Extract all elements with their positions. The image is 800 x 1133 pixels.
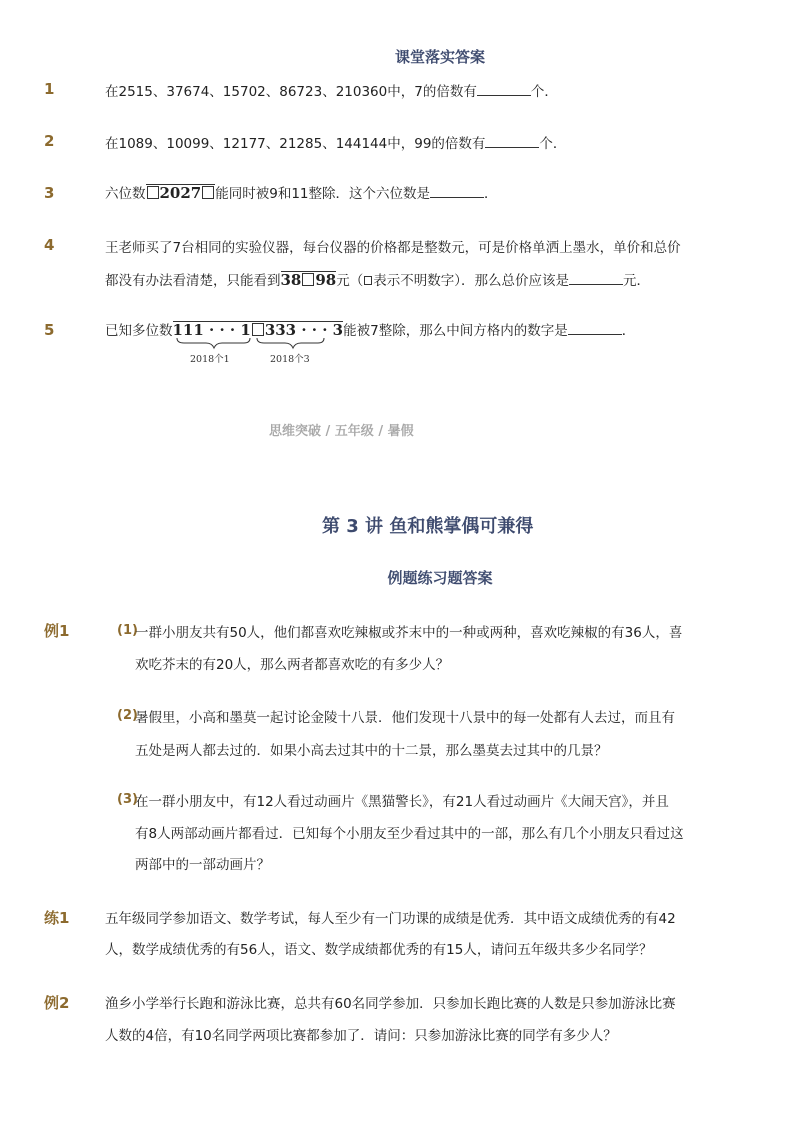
six-digit-number	[146, 184, 216, 202]
question-4-note: 表示不明数字）．那么总价应该是	[373, 273, 569, 289]
example-1-part-2-line-2: 五处是两人都去过的．如果小高去过其中的十二景，那么墨莫去过其中的几景？	[135, 743, 608, 759]
question-5-mid: 能被7整除，那么中间方格内的数字是	[343, 323, 568, 339]
example-2-line-1: 渔乡小学举行长跑和游泳比赛，总共有60名同学参加．只参加长跑比赛的人数是只参加游泳比赛	[105, 996, 676, 1012]
example-1-part-1-line-2: 欢吃芥末的有20人，那么两者都喜欢吃的有多少人？	[135, 657, 450, 673]
example-1-part-3-label: (3)	[117, 792, 138, 807]
question-5-pre: 已知多位数	[105, 323, 173, 339]
question-3-tail: ．	[484, 186, 498, 202]
question-number-4: 4	[44, 236, 55, 254]
practice-1-line-1: 五年级同学参加语文、数学考试，每人至少有一门功课的成绩是优秀．其中语文成绩优秀的有42	[105, 911, 676, 927]
known-digits: 2027	[159, 184, 202, 202]
question-1	[105, 80, 558, 100]
question-2	[105, 132, 566, 152]
brace-threes	[257, 338, 324, 348]
question-4-mid: 元（	[336, 273, 364, 289]
question-4-line-1: 王老师买了7台相同的实验仪器，每台仪器的价格都是整数元，可是价格单洒上墨水，单价和总价	[105, 240, 681, 256]
question-1-text: 在2515、37674、15702、86723、210360中，7的倍数有	[105, 84, 477, 100]
unknown-digit-box	[202, 186, 214, 199]
brace-label-threes: 2018个3	[270, 354, 310, 365]
example-2-tag: 例2	[44, 994, 70, 1012]
question-3-mid: 能同时被9和11整除．这个六位数是	[215, 186, 431, 202]
question-5-tail: ．	[621, 323, 636, 339]
question-3	[105, 182, 498, 202]
example-1-part-2-line-1: 暑假里，小高和墨莫一起讨论金陵十八景．他们发现十八景中的每一处都有人去过，而且有	[135, 710, 675, 726]
question-3-pre: 六位数	[105, 186, 146, 202]
answer-blank	[568, 322, 622, 335]
ones-part: 111 · · · 1	[172, 321, 251, 339]
answer-blank	[569, 272, 623, 285]
example-1-part-3-line-3: 两部中的一部动画片？	[135, 857, 270, 873]
question-number-3: 3	[44, 184, 55, 202]
section-title-answers: 课堂落实答案	[394, 48, 485, 66]
section-subtitle: 例题练习题答案	[387, 569, 493, 587]
answer-blank	[430, 185, 484, 198]
question-number-1: 1	[44, 80, 55, 98]
underbraces	[172, 336, 332, 350]
price-number	[281, 271, 337, 289]
page-footer: 思维突破 / 五年级 / 暑假	[269, 424, 414, 439]
question-2-text: 在1089、10099、12177、21285、144144中，99的倍数有	[105, 136, 486, 152]
lecture-title: 第 3 讲 鱼和熊掌偶可兼得	[322, 516, 534, 537]
example-1-part-1-label: (1)	[117, 623, 138, 638]
example-1-tag: 例1	[44, 622, 70, 640]
question-4-pre: 都没有办法看清楚，只能看到	[105, 273, 281, 289]
question-2-tail: 个．	[539, 136, 567, 152]
question-number-2: 2	[44, 132, 55, 150]
brace-ones	[177, 338, 250, 348]
question-4-tail: 元．	[623, 273, 650, 289]
example-2-line-2: 人数的4倍，有10名同学两项比赛都参加了．请问：只参加游泳比赛的同学有多少人？	[105, 1028, 617, 1044]
price-digits-right: 98	[315, 271, 337, 289]
answer-blank	[485, 135, 539, 148]
question-1-tail: 个．	[530, 84, 558, 100]
example-1-part-2-label: (2)	[117, 708, 138, 723]
example-1-part-3-line-2: 有8人两部动画片都看过．已知每个小朋友至少看过其中的一部，那么有几个小朋友只看过这	[135, 826, 684, 842]
unknown-digit-box	[147, 186, 159, 199]
example-1-part-1-line-1: 一群小朋友共有50人，他们都喜欢吃辣椒或芥末中的一种或两种，喜欢吃辣椒的有36人，喜	[135, 625, 683, 641]
example-1-part-3-line-1: 在一群小朋友中，有12人看过动画片《黑猫警长》，有21人看过动画片《大闹天宫》，并且	[135, 794, 669, 810]
price-digits-left: 38	[280, 271, 302, 289]
question-4-line-2	[105, 269, 650, 289]
question-number-5: 5	[44, 321, 55, 339]
practice-1-line-2: 人，数学成绩优秀的有56人，语文、数学成绩都优秀的有15人，请问五年级共多少名同学？	[105, 942, 653, 958]
threes-part: 333 · · · 3	[264, 321, 344, 339]
brace-label-ones: 2018个1	[190, 354, 230, 365]
unknown-digit-box	[252, 323, 264, 336]
answer-blank	[477, 83, 531, 96]
practice-1-tag: 练1	[44, 909, 70, 927]
unknown-digit-box	[302, 273, 314, 286]
unknown-digit-symbol	[364, 276, 372, 285]
